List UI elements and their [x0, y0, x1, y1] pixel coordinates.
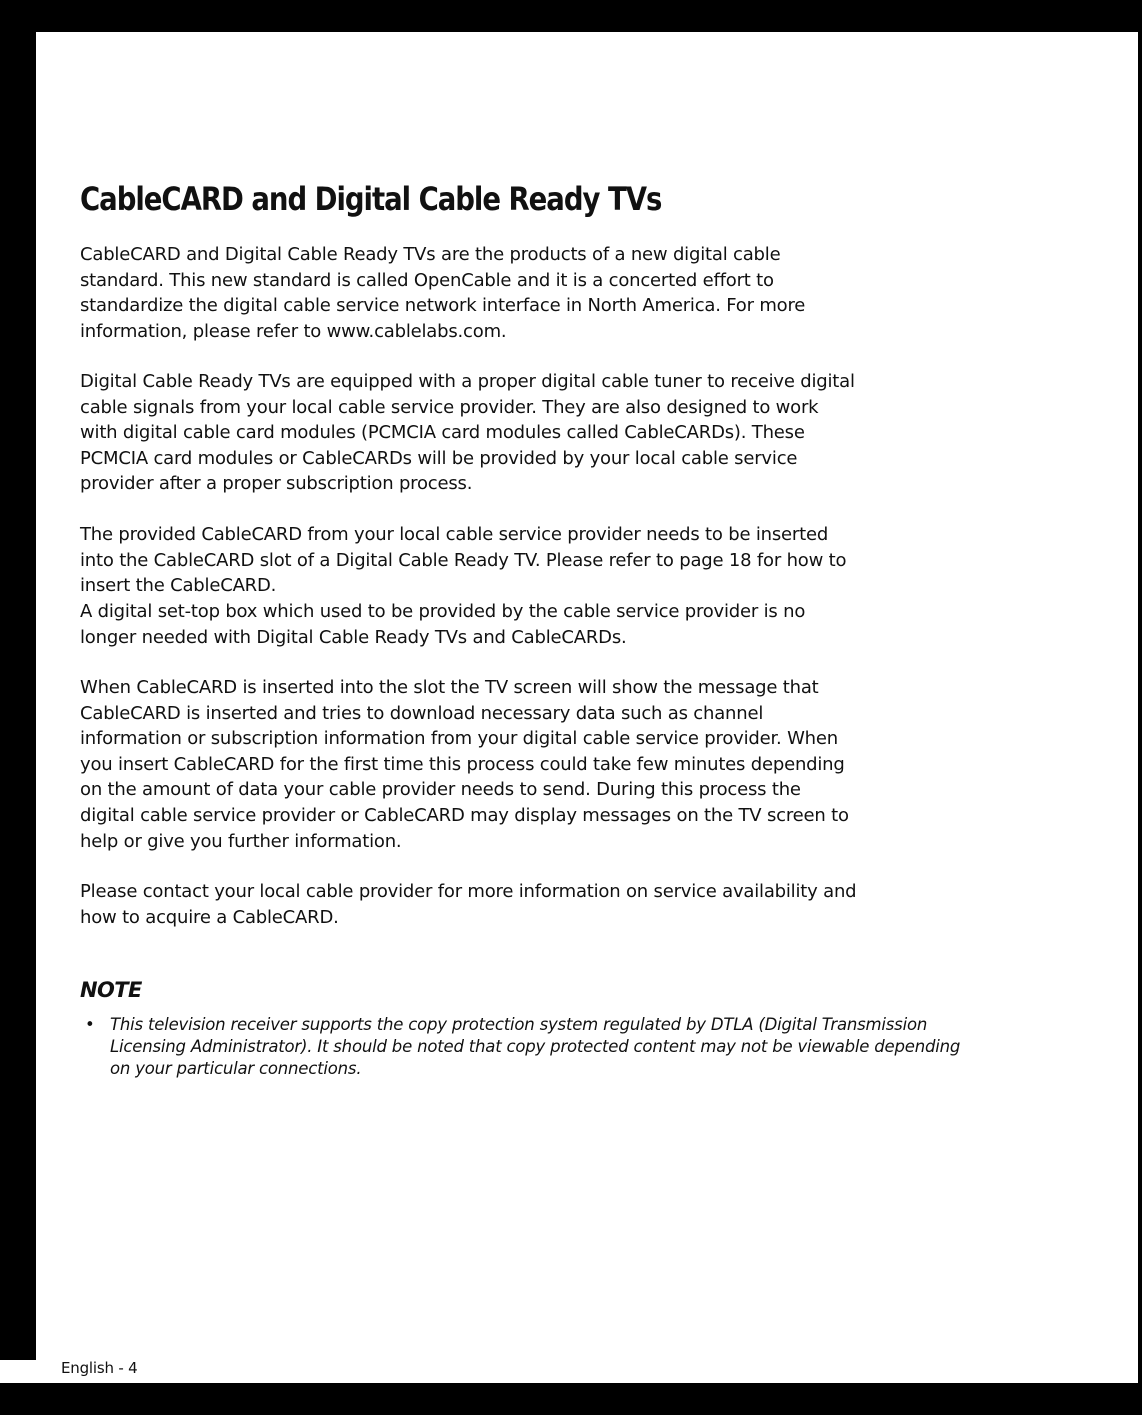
note-item	[80, 1014, 970, 1080]
scan-border-top	[0, 0, 1142, 32]
document-page	[80, 178, 980, 1078]
paragraph-insert-card: The provided CableCARD from your local cable service provider needs to be inserted into the CableCARD slot of a Digital Cable Ready TV. Please refer to page 18 for how to insert the CableCARD.	[80, 524, 847, 597]
page-footer: English - 4	[61, 1359, 138, 1377]
paragraph-download: When CableCARD is inserted into the slot the TV screen will show the message that CableCARD is inserted and tries to download necessary data such as channel information or subscription information from your digital cable service provider. When you insert CableCARD for the first time this process could take few minutes depending on the amount of data your cable provider needs to send. During this process the digital cable service provider or CableCARD may display messages on the TV screen to help or give you further information.	[80, 677, 849, 852]
scan-border-left	[0, 0, 36, 1360]
scan-border-right	[1138, 0, 1142, 1415]
note-list	[80, 1014, 970, 1080]
note-text: This television receiver supports the copy protection system regulated by DTLA (Digital Transmission Licensing Administrator). It should be noted that copy protected content may not be viewable depending on your particular connections.	[110, 1015, 961, 1078]
paragraph-set-top-box: A digital set-top box which used to be provided by the cable service provider is no longer needed with Digital Cable Ready TVs and CableCARDs.	[80, 601, 806, 648]
bullet-icon: •	[85, 1015, 95, 1034]
note-heading: NOTE	[80, 978, 142, 1002]
paragraph-contact: Please contact your local cable provider for more information on service availability and how to acquire a CableCARD.	[80, 881, 857, 928]
paragraph-intro: CableCARD and Digital Cable Ready TVs are the products of a new digital cable standard. This new standard is called OpenCable and it is a concerted effort to standardize the digital cable service network interface in North America. For more information, please refer to www.cablelabs.com.	[80, 244, 806, 342]
page-title: CableCARD and Digital Cable Ready TVs	[80, 180, 662, 218]
paragraph-tuner: Digital Cable Ready TVs are equipped with a proper digital cable tuner to receive digital cable signals from your local cable service provider. They are also designed to work with digital cable card modules (PCMCIA card modules called CableCARDs). These PCMCIA card modules or CableCARDs will be provided by your local cable service provider after a proper subscription process.	[80, 371, 855, 495]
scan-border-bottom	[0, 1383, 1142, 1415]
